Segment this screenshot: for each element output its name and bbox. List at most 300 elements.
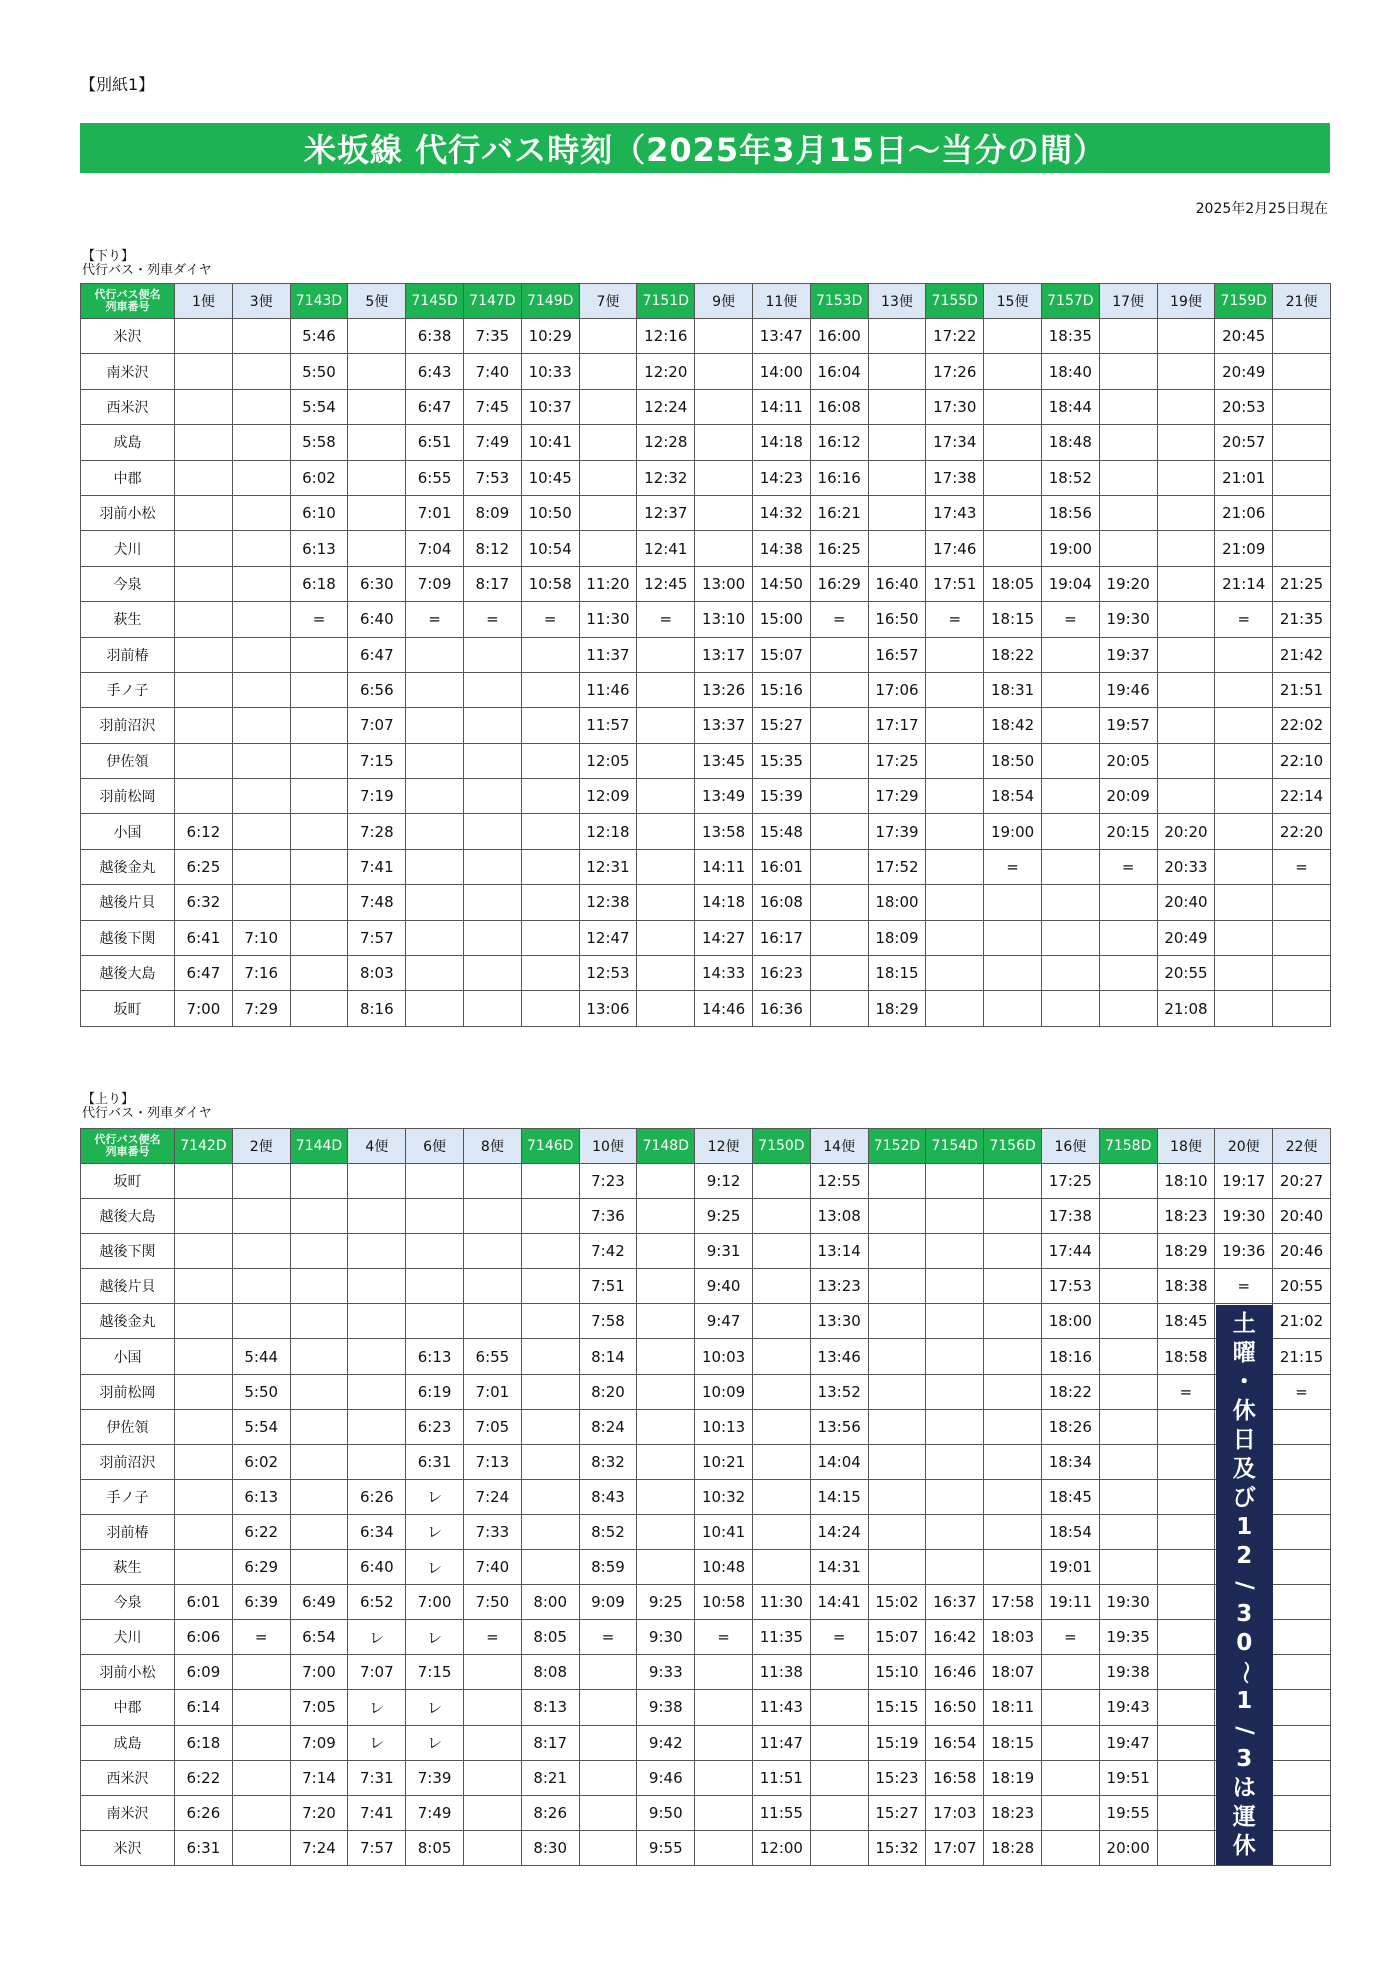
time-cell: 13:52 <box>810 1374 868 1409</box>
time-cell <box>637 743 695 778</box>
time-cell <box>926 1269 984 1304</box>
time-cell <box>984 460 1042 495</box>
time-cell <box>984 319 1042 354</box>
time-cell: 15:07 <box>752 637 810 672</box>
time-cell <box>232 672 290 707</box>
time-cell: 11:43 <box>752 1690 810 1725</box>
time-cell <box>348 1304 406 1339</box>
time-cell <box>463 991 521 1026</box>
time-cell: 6:25 <box>175 849 233 884</box>
station-name: 越後片貝 <box>81 1269 175 1304</box>
time-cell: 16:21 <box>810 495 868 530</box>
time-cell <box>175 425 233 460</box>
time-cell: 10:58 <box>695 1585 753 1620</box>
time-cell: 17:34 <box>926 425 984 460</box>
station-name: 羽前沼沢 <box>81 1444 175 1479</box>
time-cell: = <box>1273 849 1331 884</box>
time-cell <box>752 1164 810 1199</box>
time-cell <box>810 1795 868 1830</box>
time-cell: 20:55 <box>1157 956 1215 991</box>
time-cell: 7:24 <box>463 1479 521 1514</box>
time-cell: 16:50 <box>868 602 926 637</box>
time-cell <box>810 991 868 1026</box>
time-cell <box>1215 849 1273 884</box>
time-cell <box>579 354 637 389</box>
time-cell <box>406 920 464 955</box>
time-cell <box>521 849 579 884</box>
suspension-notice-char: ・ <box>1232 1368 1256 1395</box>
time-cell <box>1099 1374 1157 1409</box>
time-cell: 10:50 <box>521 495 579 530</box>
time-cell <box>521 885 579 920</box>
time-cell: 9:38 <box>637 1690 695 1725</box>
column-header-7144D: 7144D <box>290 1129 348 1164</box>
time-cell: 11:57 <box>579 708 637 743</box>
time-cell <box>463 672 521 707</box>
time-cell: 14:11 <box>695 849 753 884</box>
time-cell: 8:16 <box>348 991 406 1026</box>
time-cell: 18:45 <box>1041 1479 1099 1514</box>
time-cell <box>868 1514 926 1549</box>
time-cell <box>926 779 984 814</box>
time-cell <box>1215 814 1273 849</box>
time-cell <box>868 1409 926 1444</box>
time-cell: 5:50 <box>290 354 348 389</box>
time-cell <box>232 1795 290 1830</box>
time-cell: 19:11 <box>1041 1585 1099 1620</box>
station-name: 南米沢 <box>81 1795 175 1830</box>
table-row <box>81 1339 1331 1374</box>
time-cell: 17:25 <box>868 743 926 778</box>
time-cell: 6:41 <box>175 920 233 955</box>
time-cell: 21:51 <box>1273 672 1331 707</box>
time-cell: 6:29 <box>232 1550 290 1585</box>
time-cell: 13:06 <box>579 991 637 1026</box>
time-cell <box>579 1655 637 1690</box>
time-cell <box>175 779 233 814</box>
time-cell: 20:40 <box>1157 885 1215 920</box>
time-cell: 8:17 <box>521 1725 579 1760</box>
time-cell: 18:54 <box>1041 1514 1099 1549</box>
time-cell: 20:20 <box>1157 814 1215 849</box>
table-row <box>81 1164 1331 1199</box>
table-row <box>81 1690 1331 1725</box>
time-cell <box>1157 1514 1215 1549</box>
time-cell: 6:54 <box>290 1620 348 1655</box>
time-cell: 18:31 <box>984 672 1042 707</box>
time-cell: 17:52 <box>868 849 926 884</box>
time-cell: 14:04 <box>810 1444 868 1479</box>
time-cell: 18:58 <box>1157 1339 1215 1374</box>
station-name: 萩生 <box>81 1550 175 1585</box>
time-cell: 10:21 <box>695 1444 753 1479</box>
time-cell <box>1273 495 1331 530</box>
time-cell <box>810 1690 868 1725</box>
suspension-notice-char: 運 <box>1232 1803 1256 1830</box>
time-cell: 12:31 <box>579 849 637 884</box>
time-cell: 19:46 <box>1099 672 1157 707</box>
time-cell <box>1041 885 1099 920</box>
time-cell: 6:26 <box>175 1795 233 1830</box>
time-cell: 15:27 <box>752 708 810 743</box>
time-cell <box>637 1444 695 1479</box>
station-name: 越後片貝 <box>81 885 175 920</box>
time-cell <box>984 885 1042 920</box>
station-name: 米沢 <box>81 319 175 354</box>
column-header-15便: 15便 <box>984 284 1042 319</box>
station-name: 米沢 <box>81 1830 175 1865</box>
station-name: 越後金丸 <box>81 1304 175 1339</box>
time-cell: 13:56 <box>810 1409 868 1444</box>
time-cell <box>1099 1164 1157 1199</box>
corner-label <box>81 1129 175 1164</box>
time-cell: 10:13 <box>695 1409 753 1444</box>
time-cell <box>1273 1514 1331 1549</box>
time-cell: 21:15 <box>1273 1339 1331 1374</box>
time-cell <box>984 1444 1042 1479</box>
time-cell: 20:45 <box>1215 319 1273 354</box>
column-header-1便: 1便 <box>175 284 233 319</box>
station-name: 小国 <box>81 814 175 849</box>
time-cell: 6:02 <box>290 460 348 495</box>
time-cell: 7:36 <box>579 1199 637 1234</box>
table-row <box>81 1655 1331 1690</box>
time-cell: 22:20 <box>1273 814 1331 849</box>
time-cell <box>810 885 868 920</box>
time-cell <box>1273 1795 1331 1830</box>
station-name: 今泉 <box>81 566 175 601</box>
time-cell: 11:55 <box>752 1795 810 1830</box>
time-cell <box>984 425 1042 460</box>
time-cell <box>406 672 464 707</box>
table-row <box>81 1374 1331 1409</box>
time-cell <box>926 1199 984 1234</box>
time-cell: 22:02 <box>1273 708 1331 743</box>
table-row <box>81 956 1331 991</box>
down-section-header <box>82 250 212 278</box>
time-cell <box>579 460 637 495</box>
time-cell: 13:49 <box>695 779 753 814</box>
time-cell: 15:07 <box>868 1620 926 1655</box>
time-cell <box>868 1304 926 1339</box>
time-cell <box>637 920 695 955</box>
time-cell: 20:27 <box>1273 1164 1331 1199</box>
time-cell: = <box>463 1620 521 1655</box>
time-cell: 17:17 <box>868 708 926 743</box>
column-header-4便: 4便 <box>348 1129 406 1164</box>
time-cell <box>232 1304 290 1339</box>
time-cell: 16:36 <box>752 991 810 1026</box>
time-cell: 9:40 <box>695 1269 753 1304</box>
time-cell: 10:37 <box>521 389 579 424</box>
time-cell <box>232 602 290 637</box>
time-cell: 7:19 <box>348 779 406 814</box>
time-cell: 20:40 <box>1273 1199 1331 1234</box>
time-cell <box>290 1199 348 1234</box>
time-cell: 12:20 <box>637 354 695 389</box>
time-cell: 8:00 <box>521 1585 579 1620</box>
time-cell: 17:44 <box>1041 1234 1099 1269</box>
time-cell: 8:21 <box>521 1760 579 1795</box>
time-cell <box>579 495 637 530</box>
column-header-7143D: 7143D <box>290 284 348 319</box>
time-cell: 20:57 <box>1215 425 1273 460</box>
time-cell <box>1099 956 1157 991</box>
time-cell: レ <box>406 1514 464 1549</box>
up-section-header <box>82 1093 212 1121</box>
time-cell <box>1157 1479 1215 1514</box>
time-cell: 16:29 <box>810 566 868 601</box>
time-cell <box>810 637 868 672</box>
time-cell <box>752 1339 810 1374</box>
time-cell: 8:30 <box>521 1830 579 1865</box>
down-timetable <box>80 283 1331 1027</box>
time-cell: 22:14 <box>1273 779 1331 814</box>
time-cell <box>926 849 984 884</box>
time-cell <box>926 1514 984 1549</box>
time-cell <box>1157 637 1215 672</box>
time-cell: 6:39 <box>232 1585 290 1620</box>
time-cell: 15:10 <box>868 1655 926 1690</box>
time-cell <box>926 814 984 849</box>
time-cell <box>868 1479 926 1514</box>
time-cell <box>1041 637 1099 672</box>
time-cell: 9:47 <box>695 1304 753 1339</box>
column-header-7159D: 7159D <box>1215 284 1273 319</box>
time-cell <box>984 956 1042 991</box>
time-cell: 8:09 <box>463 495 521 530</box>
time-cell <box>1215 708 1273 743</box>
time-cell <box>1157 531 1215 566</box>
time-cell: 7:23 <box>579 1164 637 1199</box>
time-cell: 19:51 <box>1099 1760 1157 1795</box>
time-cell: 7:09 <box>406 566 464 601</box>
time-cell <box>637 672 695 707</box>
table-row <box>81 1620 1331 1655</box>
time-cell <box>984 1304 1042 1339</box>
time-cell <box>926 1444 984 1479</box>
time-cell <box>521 1269 579 1304</box>
time-cell: 18:00 <box>1041 1304 1099 1339</box>
time-cell <box>1157 1690 1215 1725</box>
time-cell <box>926 1339 984 1374</box>
suspension-notice-char: / <box>1231 1725 1258 1735</box>
time-cell: 15:27 <box>868 1795 926 1830</box>
time-cell <box>463 885 521 920</box>
time-cell <box>1215 885 1273 920</box>
time-cell <box>637 1514 695 1549</box>
time-cell <box>1273 1444 1331 1479</box>
time-cell: 12:16 <box>637 319 695 354</box>
time-cell: 8:59 <box>579 1550 637 1585</box>
time-cell <box>290 743 348 778</box>
column-header-20便: 20便 <box>1215 1129 1273 1164</box>
table-row <box>81 885 1331 920</box>
time-cell <box>637 1550 695 1585</box>
time-cell: = <box>1157 1374 1215 1409</box>
station-name: 越後下関 <box>81 920 175 955</box>
time-cell: = <box>1041 1620 1099 1655</box>
table-row <box>81 354 1331 389</box>
time-cell <box>695 1655 753 1690</box>
time-cell: 14:27 <box>695 920 753 955</box>
time-cell <box>1099 531 1157 566</box>
time-cell: 5:50 <box>232 1374 290 1409</box>
time-cell <box>406 956 464 991</box>
column-header-7148D: 7148D <box>637 1129 695 1164</box>
time-cell <box>984 1514 1042 1549</box>
table-row <box>81 1760 1331 1795</box>
corner-label <box>81 284 175 319</box>
time-cell <box>695 425 753 460</box>
table-row <box>81 495 1331 530</box>
time-cell: 18:23 <box>1157 1199 1215 1234</box>
time-cell <box>868 1199 926 1234</box>
time-cell: 15:15 <box>868 1690 926 1725</box>
time-cell <box>1041 1795 1099 1830</box>
time-cell: 13:00 <box>695 566 753 601</box>
time-cell: 7:24 <box>290 1830 348 1865</box>
station-name: 西米沢 <box>81 1760 175 1795</box>
time-cell: 7:57 <box>348 920 406 955</box>
suspension-notice-char: び <box>1232 1484 1256 1511</box>
time-cell: 5:46 <box>290 319 348 354</box>
time-cell <box>521 743 579 778</box>
column-header-7158D: 7158D <box>1099 1129 1157 1164</box>
time-cell <box>290 849 348 884</box>
time-cell <box>175 319 233 354</box>
column-header-7152D: 7152D <box>868 1129 926 1164</box>
time-cell: 17:29 <box>868 779 926 814</box>
time-cell <box>868 495 926 530</box>
time-cell <box>984 1374 1042 1409</box>
time-cell: 6:47 <box>348 637 406 672</box>
time-cell <box>290 672 348 707</box>
time-cell: 11:35 <box>752 1620 810 1655</box>
time-cell <box>232 708 290 743</box>
time-cell: 14:32 <box>752 495 810 530</box>
time-cell <box>810 1830 868 1865</box>
time-cell <box>637 1374 695 1409</box>
table-row <box>81 319 1331 354</box>
time-cell: レ <box>406 1725 464 1760</box>
column-header-7145D: 7145D <box>406 284 464 319</box>
time-cell: 18:38 <box>1157 1269 1215 1304</box>
time-cell: レ <box>406 1620 464 1655</box>
time-cell: 18:48 <box>1041 425 1099 460</box>
time-cell <box>1099 425 1157 460</box>
time-cell: 6:23 <box>406 1409 464 1444</box>
time-cell <box>463 1164 521 1199</box>
time-cell: 19:36 <box>1215 1234 1273 1269</box>
time-cell <box>926 1234 984 1269</box>
time-cell <box>290 920 348 955</box>
time-cell: 13:30 <box>810 1304 868 1339</box>
time-cell: 9:25 <box>637 1585 695 1620</box>
time-cell: = <box>290 602 348 637</box>
suspension-notice-char: ～ <box>1231 1660 1258 1684</box>
time-cell: 16:42 <box>926 1620 984 1655</box>
time-cell: 7:09 <box>290 1725 348 1760</box>
table-row <box>81 814 1331 849</box>
time-cell <box>1157 1760 1215 1795</box>
time-cell: 7:49 <box>406 1795 464 1830</box>
time-cell <box>1157 779 1215 814</box>
time-cell <box>984 354 1042 389</box>
time-cell <box>232 354 290 389</box>
time-cell: 11:37 <box>579 637 637 672</box>
time-cell: 19:38 <box>1099 1655 1157 1690</box>
time-cell <box>1215 637 1273 672</box>
time-cell: = <box>695 1620 753 1655</box>
time-cell: = <box>810 1620 868 1655</box>
time-cell <box>521 1234 579 1269</box>
time-cell: 12:38 <box>579 885 637 920</box>
column-header-19便: 19便 <box>1157 284 1215 319</box>
time-cell: 12:41 <box>637 531 695 566</box>
time-cell: 18:07 <box>984 1655 1042 1690</box>
time-cell: 7:31 <box>348 1760 406 1795</box>
time-cell: 18:22 <box>1041 1374 1099 1409</box>
time-cell <box>1157 743 1215 778</box>
time-cell: 18:05 <box>984 566 1042 601</box>
time-cell: 18:56 <box>1041 495 1099 530</box>
time-cell <box>175 602 233 637</box>
time-cell <box>348 425 406 460</box>
time-cell <box>1099 495 1157 530</box>
time-cell <box>752 1199 810 1234</box>
time-cell: 7:35 <box>463 319 521 354</box>
time-cell: 6:55 <box>463 1339 521 1374</box>
time-cell <box>1157 672 1215 707</box>
time-cell: 21:06 <box>1215 495 1273 530</box>
time-cell: 9:55 <box>637 1830 695 1865</box>
time-cell: 7:48 <box>348 885 406 920</box>
time-cell <box>984 1164 1042 1199</box>
column-header-7151D: 7151D <box>637 284 695 319</box>
time-cell: = <box>521 602 579 637</box>
time-cell <box>1041 814 1099 849</box>
time-cell: 19:04 <box>1041 566 1099 601</box>
time-cell <box>637 1304 695 1339</box>
up-header-row <box>81 1129 1331 1164</box>
time-cell: 18:15 <box>868 956 926 991</box>
time-cell <box>175 1234 233 1269</box>
time-cell: レ <box>406 1690 464 1725</box>
time-cell <box>1157 1725 1215 1760</box>
time-cell <box>752 1444 810 1479</box>
time-cell: 18:44 <box>1041 389 1099 424</box>
time-cell: 6:31 <box>406 1444 464 1479</box>
time-cell <box>175 460 233 495</box>
time-cell: 15:00 <box>752 602 810 637</box>
table-row <box>81 708 1331 743</box>
time-cell: 7:41 <box>348 1795 406 1830</box>
time-cell: 20:00 <box>1099 1830 1157 1865</box>
time-cell <box>521 1374 579 1409</box>
time-cell: 7:41 <box>348 849 406 884</box>
suspension-notice-char: 日 <box>1232 1426 1256 1453</box>
column-header-7便: 7便 <box>579 284 637 319</box>
time-cell: 17:26 <box>926 354 984 389</box>
column-header-3便: 3便 <box>232 284 290 319</box>
time-cell <box>579 425 637 460</box>
time-cell: 15:23 <box>868 1760 926 1795</box>
time-cell <box>1273 1479 1331 1514</box>
time-cell <box>1099 1444 1157 1479</box>
time-cell: 19:17 <box>1215 1164 1273 1199</box>
time-cell <box>1157 495 1215 530</box>
